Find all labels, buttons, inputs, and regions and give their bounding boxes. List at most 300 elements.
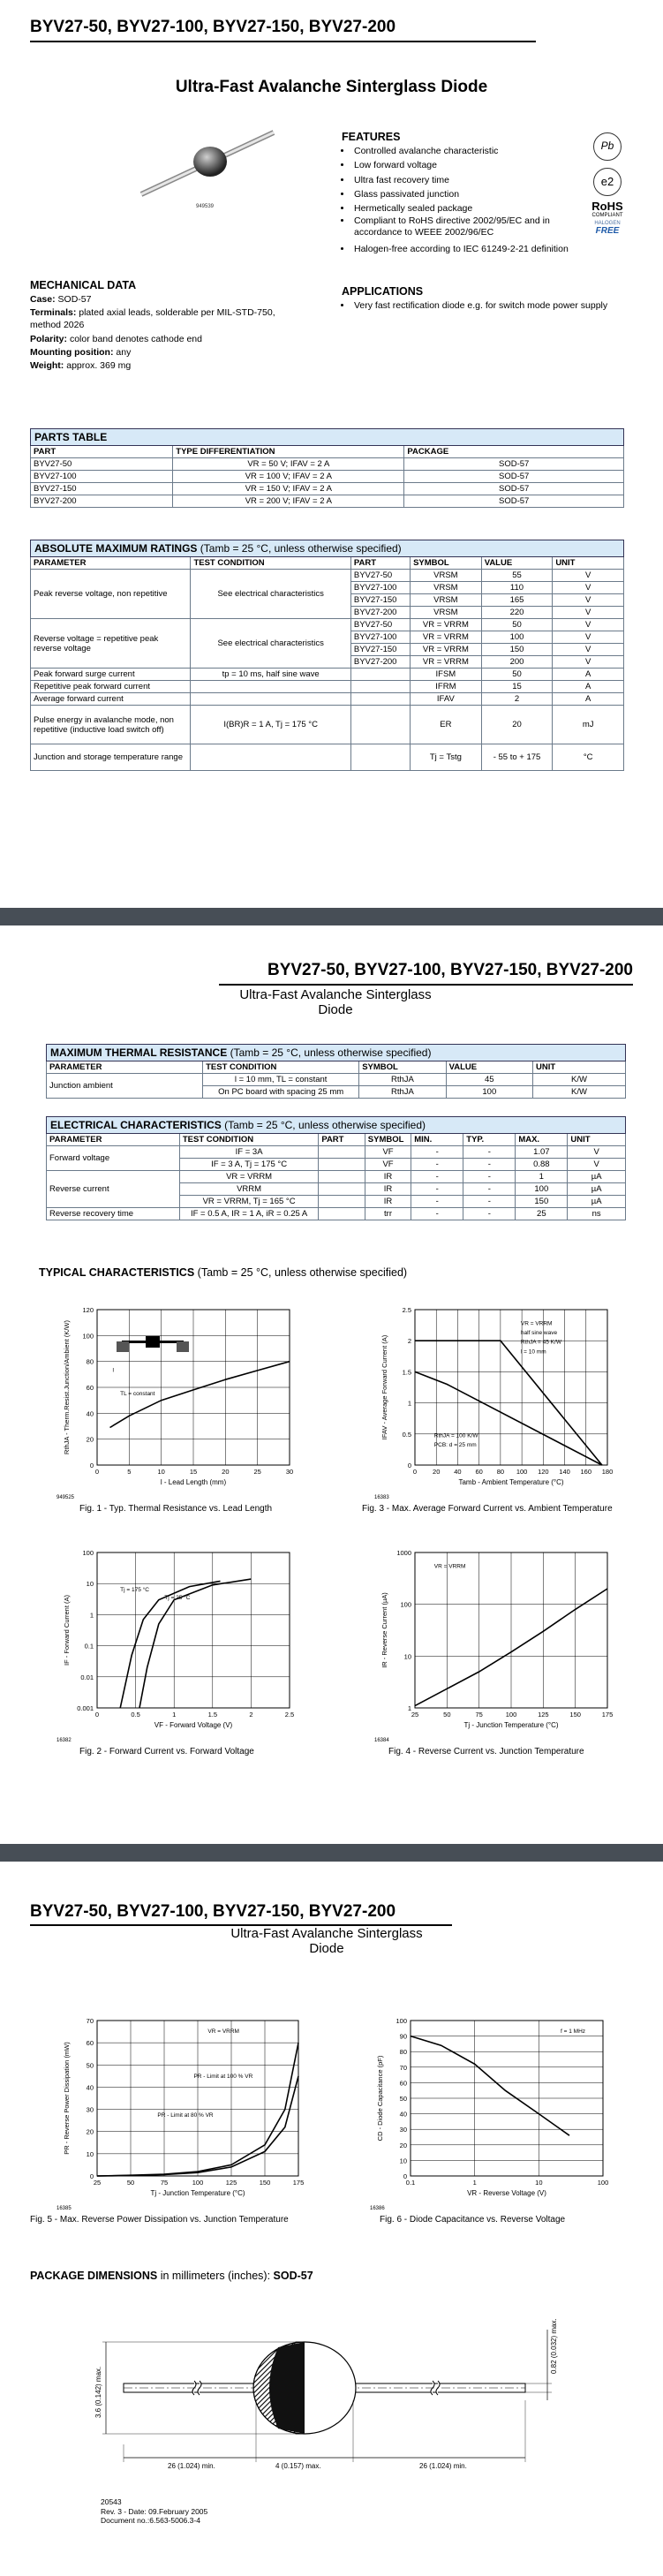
cell: BYV27-200	[31, 495, 173, 508]
y-tick-label: 80	[399, 2048, 407, 2057]
cell: µA	[568, 1183, 626, 1196]
x-tick-label: 5	[127, 1468, 132, 1476]
cell: VR = VRRM	[411, 644, 482, 656]
dim-body-length: 4 (0.157) max.	[275, 2462, 321, 2470]
cell: VRRM	[179, 1183, 318, 1196]
cell: °C	[553, 744, 624, 771]
col-parameter: PARAMETER	[47, 1061, 203, 1074]
x-tick-label: 50	[443, 1711, 451, 1719]
x-tick-label: 140	[559, 1468, 570, 1476]
y-axis-label: IFAV - Average Forward Current (A)	[380, 1334, 388, 1440]
cell: 100	[446, 1086, 532, 1099]
rohs-label: RoHS	[591, 200, 623, 213]
y-tick-label: 60	[86, 2039, 94, 2048]
chart-annotation: VR = VRRM	[433, 1563, 466, 1570]
chart-annotation: VR = VRRM	[207, 2028, 239, 2036]
chart-annotation: TL = constant	[120, 1390, 155, 1397]
cell: VF	[365, 1146, 411, 1159]
cell: 2	[481, 693, 553, 706]
x-tick-label: 2.5	[284, 1711, 295, 1719]
footer-code: 20543	[101, 2497, 122, 2506]
x-axis-label: Tj - Junction Temperature (°C)	[150, 2189, 245, 2197]
package-unit-note: in millimeters (inches):	[160, 2270, 271, 2282]
cell: -	[411, 1208, 463, 1220]
dim-lead-length-right: 26 (1.024) min.	[419, 2462, 467, 2470]
cell: V	[553, 582, 624, 594]
y-tick-label: 50	[399, 2095, 407, 2103]
cell	[350, 693, 410, 706]
x-tick-label: 0	[94, 1711, 100, 1719]
polarity-label: Polarity:	[30, 333, 68, 344]
cell: 165	[481, 594, 553, 607]
mounting-label: Mounting position:	[30, 346, 114, 358]
y-tick-label: 1000	[396, 1549, 411, 1557]
cell: Reverse recovery time	[47, 1208, 180, 1220]
cell: -	[463, 1208, 516, 1220]
y-tick-label: 60	[86, 1384, 94, 1392]
x-tick-label: 25	[253, 1468, 261, 1476]
y-axis-label: RthJA - Therm.Resist.Junction/Ambient (K/W)	[63, 1320, 71, 1454]
chart-annotation: Tj = 175 °C	[120, 1587, 149, 1593]
cell: IF = 0.5 A, IR = 1 A, iR = 0.25 A	[179, 1208, 318, 1220]
diode-body	[193, 147, 227, 177]
cell	[350, 744, 410, 771]
y-tick-label: 2	[407, 1337, 411, 1346]
subtitle-line: Ultra-Fast Avalanche Sinterglass	[230, 1926, 423, 1941]
page-1	[0, 0, 663, 908]
y-axis-label: IR - Reverse Current (µA)	[380, 1592, 388, 1668]
chart-annotation: RthJA = 45 K/W	[520, 1339, 561, 1346]
chart-annotation: Tj = 25 °C	[164, 1594, 191, 1601]
cell	[350, 681, 410, 693]
x-tick-label: 75	[160, 2179, 169, 2187]
fig5-chart	[53, 2012, 309, 2213]
cell: 50	[481, 669, 553, 681]
fig6-caption: Fig. 6 - Diode Capacitance vs. Reverse Voltage	[380, 2215, 566, 2225]
cell: -	[411, 1183, 463, 1196]
cell: Reverse current	[47, 1171, 180, 1208]
cell: RthJA	[359, 1074, 446, 1086]
x-tick-label: 120	[538, 1468, 549, 1476]
cell: Forward voltage	[47, 1146, 180, 1171]
cell	[319, 1171, 365, 1183]
figure-code: 16385	[57, 2206, 72, 2211]
features-heading: FEATURES	[342, 131, 401, 143]
table-row	[31, 619, 624, 631]
cell: -	[463, 1196, 516, 1208]
dim-lead-length-left: 26 (1.024) min.	[168, 2462, 215, 2470]
halogen-free-label: FREE	[595, 226, 620, 236]
cell: µA	[568, 1171, 626, 1183]
y-tick-label: 10	[399, 2157, 407, 2165]
col-unit: UNIT	[553, 557, 624, 570]
cell: Tj = Tstg	[411, 744, 482, 771]
mounting-value: any	[116, 346, 132, 358]
col-parameter: PARAMETER	[47, 1134, 180, 1146]
package-heading: PACKAGE DIMENSIONS	[30, 2270, 158, 2282]
cell: IFAV	[411, 693, 482, 706]
electrical-table	[46, 1116, 626, 1220]
cell: 1	[516, 1171, 568, 1183]
cell: BYV27-150	[350, 644, 410, 656]
page-subtitle	[203, 987, 468, 1017]
product-title: Ultra-Fast Avalanche Sinterglass Diode	[175, 78, 488, 96]
cell: On PC board with spacing 25 mm	[203, 1086, 359, 1099]
cell	[319, 1159, 365, 1171]
y-tick-label: 100	[400, 1600, 411, 1609]
cell: VR = VRRM	[411, 656, 482, 669]
package-heading-line	[30, 2270, 313, 2282]
col-parameter: PARAMETER	[31, 557, 191, 570]
weight-value: approx. 369 mg	[66, 359, 132, 371]
y-tick-label: 30	[86, 2105, 94, 2114]
cell: A	[553, 681, 624, 693]
x-tick-label: 175	[292, 2179, 305, 2187]
x-tick-label: 0.5	[131, 1711, 140, 1719]
feature-item: • Low forward voltage	[352, 158, 578, 172]
cell: 100	[481, 631, 553, 644]
footer-rev: Rev. 3 - Date: 09.February 2005	[101, 2506, 208, 2516]
y-tick-label: 1	[89, 1611, 94, 1620]
cell: tp = 10 ms, half sine wave	[191, 669, 350, 681]
y-tick-label: 20	[399, 2141, 407, 2149]
cell: V	[553, 631, 624, 644]
cell: A	[553, 669, 624, 681]
lead-free-badge	[593, 132, 622, 161]
chart-annotation: f = 1 MHz	[561, 2028, 586, 2036]
x-tick-label: 150	[259, 2179, 271, 2187]
fig3-chart	[371, 1301, 618, 1502]
cell: 50	[481, 619, 553, 631]
cell: Peak reverse voltage, non repetitive	[31, 570, 191, 619]
cell: VRSM	[411, 594, 482, 607]
y-tick-label: 100	[82, 1549, 94, 1557]
pb-badge-label: Pb	[600, 140, 614, 152]
diode-image	[132, 119, 283, 216]
cell	[350, 706, 410, 744]
mechanical-data	[30, 293, 295, 372]
parts-col-package: PACKAGE	[404, 446, 624, 458]
cell: 15	[481, 681, 553, 693]
cell: BYV27-150	[31, 483, 173, 495]
cell: 0.88	[516, 1159, 568, 1171]
page-3	[0, 1862, 663, 2576]
cell: 150	[516, 1196, 568, 1208]
y-axis-label: CD - Diode Capacitance (pF)	[376, 2055, 384, 2142]
cell: BYV27-100	[31, 471, 173, 483]
table-row	[31, 570, 624, 582]
x-tick-label: 40	[454, 1468, 462, 1476]
x-tick-label: 175	[601, 1711, 614, 1719]
fig5-caption: Fig. 5 - Max. Reverse Power Dissipation vs. Junction Temperature	[30, 2215, 289, 2225]
chart-annotation: l	[112, 1367, 114, 1374]
x-tick-label: 10	[157, 1468, 165, 1476]
mechanical-heading: MECHANICAL DATA	[30, 279, 137, 291]
x-tick-label: 30	[285, 1468, 294, 1476]
cell: BYV27-200	[350, 656, 410, 669]
y-tick-label: 2.5	[402, 1306, 411, 1314]
fig4-chart	[371, 1544, 618, 1745]
y-tick-label: 90	[399, 2032, 407, 2041]
table-row	[47, 1208, 626, 1220]
x-tick-label: 0	[94, 1468, 100, 1476]
cell: -	[463, 1183, 516, 1196]
cell: VF	[365, 1159, 411, 1171]
cell: 200	[481, 656, 553, 669]
cell: Peak forward surge current	[31, 669, 191, 681]
y-tick-label: 40	[86, 2083, 94, 2092]
chart-annotation: l = 10 mm	[520, 1348, 546, 1356]
y-tick-label: 0.01	[80, 1673, 94, 1681]
table-row	[47, 1074, 626, 1086]
fig3-caption: Fig. 3 - Max. Average Forward Current vs. Ambient Temperature	[362, 1504, 613, 1514]
inset-diode	[117, 1336, 189, 1352]
typical-heading-line	[39, 1266, 407, 1279]
figure-code: 16383	[374, 1495, 389, 1500]
cell: V	[553, 619, 624, 631]
x-tick-label: 75	[475, 1711, 483, 1719]
y-tick-label: 70	[86, 2017, 94, 2025]
cell: VR = 200 V; IFAV = 2 A	[173, 495, 404, 508]
cell: VRSM	[411, 582, 482, 594]
y-tick-label: 80	[86, 1357, 94, 1366]
col-part: PART	[350, 557, 410, 570]
cell: µA	[568, 1196, 626, 1208]
cell: 25	[516, 1208, 568, 1220]
col-typ: TYP.	[463, 1134, 516, 1146]
header-rule	[30, 41, 536, 42]
abs-max-cond: (Tamb = 25 °C, unless otherwise specified)	[200, 542, 402, 555]
cell: BYV27-100	[350, 631, 410, 644]
subtitle-line: Diode	[318, 1002, 353, 1017]
document-footer	[101, 2497, 207, 2526]
cell: I(BR)R = 1 A, Tj = 175 °C	[191, 706, 350, 744]
package-drawing	[88, 2303, 583, 2489]
table-row	[31, 693, 624, 706]
abs-max-table	[30, 540, 624, 771]
cell: V	[568, 1159, 626, 1171]
cell: mJ	[553, 706, 624, 744]
cell: VR = 150 V; IFAV = 2 A	[173, 483, 404, 495]
inset-clamp	[177, 1341, 189, 1352]
feature-item: • Ultra fast recovery time	[352, 173, 578, 187]
cell: 100	[516, 1183, 568, 1196]
cell: SOD-57	[404, 471, 624, 483]
package-name: SOD-57	[273, 2270, 313, 2282]
x-tick-label: 125	[538, 1711, 549, 1719]
series-line	[411, 2036, 569, 2136]
page-header-title: BYV27-50, BYV27-100, BYV27-150, BYV27-200	[267, 961, 633, 979]
y-tick-label: 0	[403, 2172, 407, 2180]
fig2-chart	[53, 1544, 300, 1745]
table-row	[31, 744, 624, 771]
col-symbol: SYMBOL	[359, 1061, 446, 1074]
y-tick-label: 120	[82, 1306, 94, 1314]
cell: VR = VRRM, Tj = 165 °C	[179, 1196, 318, 1208]
cell: V	[553, 607, 624, 619]
cell: RthJA	[359, 1086, 446, 1099]
x-tick-label: 180	[601, 1468, 614, 1476]
table-row	[31, 706, 624, 744]
series-line	[139, 1579, 251, 1708]
fig4-caption: Fig. 4 - Reverse Current vs. Junction Temperature	[388, 1747, 584, 1756]
cell: V	[553, 644, 624, 656]
x-axis-label: VF - Forward Voltage (V)	[154, 1721, 233, 1729]
dim-body-diameter: 3.6 (0.142) max.	[94, 2366, 102, 2418]
header-rule	[219, 984, 633, 986]
col-symbol: SYMBOL	[411, 557, 482, 570]
y-tick-label: 10	[86, 1580, 94, 1589]
e2-badge: e2	[593, 168, 622, 196]
table-row	[31, 458, 624, 471]
x-tick-label: 10	[535, 2179, 543, 2187]
table-row	[31, 681, 624, 693]
electrical-cond: (Tamb = 25 °C, unless otherwise specified)	[224, 1119, 426, 1131]
cell: VRSM	[411, 607, 482, 619]
image-code: 949539	[196, 204, 215, 209]
page-header-title: BYV27-50, BYV27-100, BYV27-150, BYV27-200	[30, 1902, 396, 1921]
cell: See electrical characteristics	[191, 570, 350, 619]
weight-label: Weight:	[30, 359, 64, 371]
cell: V	[568, 1146, 626, 1159]
table-row	[31, 495, 624, 508]
cell: 150	[481, 644, 553, 656]
halogen-label: HALOGEN	[594, 221, 621, 226]
cell	[319, 1146, 365, 1159]
col-unit: UNIT	[568, 1134, 626, 1146]
cell: VRSM	[411, 570, 482, 582]
chart-annotation: PCB: d = 25 mm	[433, 1441, 477, 1448]
y-axis-label: PR - Reverse Power Dissipation (mW)	[63, 2042, 71, 2155]
col-value: VALUE	[446, 1061, 532, 1074]
cell: VR = VRRM	[411, 619, 482, 631]
chart-annotation: RthJA = 100 K/W	[433, 1432, 478, 1439]
features-list	[342, 144, 578, 256]
cell: Repetitive peak forward current	[31, 681, 191, 693]
y-tick-label: 40	[86, 1409, 94, 1418]
parts-col-type: TYPE DIFFERENTIATION	[173, 446, 404, 458]
fig6-chart	[366, 2012, 614, 2213]
x-tick-label: 50	[126, 2179, 135, 2187]
col-test-condition: TEST CONDITION	[203, 1061, 359, 1074]
cell: VR = 100 V; IFAV = 2 A	[173, 471, 404, 483]
table-row	[31, 669, 624, 681]
y-tick-label: 10	[86, 2149, 94, 2158]
cell: 220	[481, 607, 553, 619]
page-header-title: BYV27-50, BYV27-100, BYV27-150, BYV27-200	[30, 18, 396, 36]
applications-list	[342, 299, 622, 312]
abs-max-title	[31, 540, 624, 557]
cell: See electrical characteristics	[191, 619, 350, 669]
x-axis-label: VR - Reverse Voltage (V)	[467, 2189, 546, 2197]
cell: Average forward current	[31, 693, 191, 706]
chart-annotation: half sine wave	[520, 1330, 558, 1337]
col-unit: UNIT	[533, 1061, 626, 1074]
page-separator	[0, 1844, 663, 1862]
cell: K/W	[533, 1086, 626, 1099]
x-tick-label: 25	[411, 1711, 419, 1719]
cell: VR = VRRM	[411, 631, 482, 644]
y-tick-label: 20	[86, 2127, 94, 2136]
x-tick-label: 2	[249, 1711, 253, 1719]
col-test-condition: TEST CONDITION	[179, 1134, 318, 1146]
fig1-chart	[53, 1301, 300, 1502]
x-axis-label: Tamb - Ambient Temperature (°C)	[458, 1478, 564, 1486]
fig2-caption: Fig. 2 - Forward Current vs. Forward Voltage	[79, 1747, 254, 1756]
col-test-condition: TEST CONDITION	[191, 557, 350, 570]
cell: 1.07	[516, 1146, 568, 1159]
x-axis-label: l - Lead Length (mm)	[160, 1478, 227, 1486]
y-tick-label: 1.5	[402, 1368, 411, 1377]
cell: IF = 3 A, Tj = 175 °C	[179, 1159, 318, 1171]
dim-lead-diameter: 0.82 (0.032) max.	[550, 2318, 558, 2374]
thermal-table	[46, 1044, 626, 1099]
cell: trr	[365, 1208, 411, 1220]
y-tick-label: 70	[399, 2063, 407, 2072]
cell: -	[411, 1196, 463, 1208]
polarity-value: color band denotes cathode end	[69, 333, 202, 344]
cell	[319, 1208, 365, 1220]
x-tick-label: 20	[222, 1468, 230, 1476]
cell	[319, 1196, 365, 1208]
page-2	[0, 925, 663, 1844]
cell: IF = 3A	[179, 1146, 318, 1159]
application-item: • Very fast rectification diode e.g. for switch mode power supply	[352, 299, 622, 312]
cell: VR = VRRM	[179, 1171, 318, 1183]
cell: 20	[481, 706, 553, 744]
cell: 45	[446, 1074, 532, 1086]
case-label: Case:	[30, 294, 56, 305]
x-tick-label: 60	[475, 1468, 483, 1476]
cell	[191, 744, 350, 771]
electrical-title-text: ELECTRICAL CHARACTERISTICS	[50, 1119, 222, 1131]
y-tick-label: 0	[89, 1462, 94, 1469]
terminals-label: Terminals:	[30, 307, 77, 319]
y-tick-label: 1	[407, 1399, 411, 1408]
cell: V	[553, 656, 624, 669]
table-row	[47, 1171, 626, 1183]
y-tick-label: 10	[403, 1652, 411, 1661]
cell: l = 10 mm, TL = constant	[203, 1074, 359, 1086]
x-tick-label: 1	[172, 1711, 177, 1719]
y-tick-label: 60	[399, 2079, 407, 2088]
y-tick-label: 100	[82, 1332, 94, 1341]
rohs-compliant: COMPLIANT	[591, 213, 623, 218]
cell: 55	[481, 570, 553, 582]
cell: -	[463, 1159, 516, 1171]
cell: IFSM	[411, 669, 482, 681]
cell: BYV27-50	[350, 570, 410, 582]
cell	[350, 669, 410, 681]
y-tick-label: 0	[89, 2172, 94, 2180]
thermal-title-text: MAXIMUM THERMAL RESISTANCE	[50, 1046, 228, 1059]
x-tick-label: 25	[93, 2179, 102, 2187]
figure-code: 16386	[370, 2206, 385, 2211]
rohs-badge	[583, 200, 632, 236]
cell: -	[411, 1146, 463, 1159]
parts-table-title: PARTS TABLE	[31, 429, 624, 446]
y-tick-label: 0.001	[77, 1704, 94, 1712]
y-tick-label: 30	[399, 2126, 407, 2134]
series-line	[415, 1371, 602, 1465]
cell: Junction and storage temperature range	[31, 744, 191, 771]
cell: BYV27-150	[350, 594, 410, 607]
inset-body	[146, 1336, 160, 1348]
cell: -	[411, 1159, 463, 1171]
x-tick-label: 0	[412, 1468, 418, 1476]
x-tick-label: 100	[516, 1468, 528, 1476]
cell: IR	[365, 1196, 411, 1208]
